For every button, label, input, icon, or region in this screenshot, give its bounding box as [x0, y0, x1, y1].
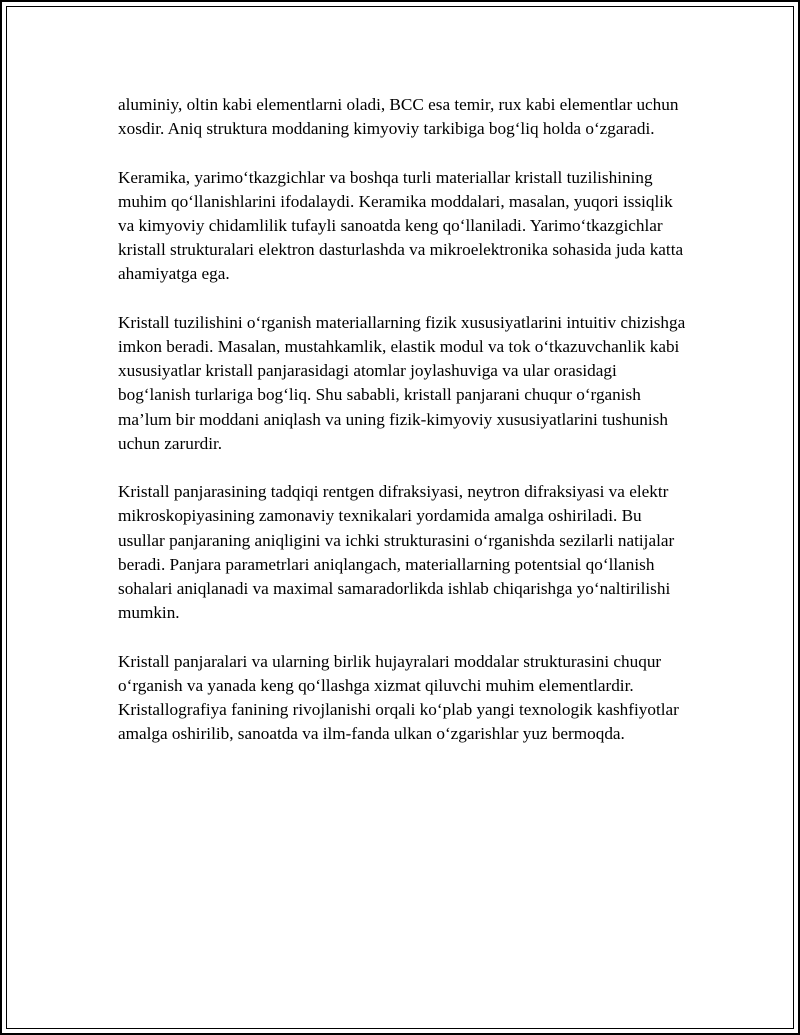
- paragraph-3: Kristall tuzilishini o‘rganish materiallarning fizik xususiyatlarini intuitiv chizishga imkon beradi. Masalan, mustahkamlik, elastik modul va tok o‘tkazuvchanlik kabi xususiyatlar kristall panjarasidagi atomlar joylashuviga va ular orasidagi bog‘lanish turlariga bog‘liq. Shu sababli, kristall panjarani chuqur o‘rganish ma’lum bir moddani aniqlash va uning fizik-kimyoviy xususiyatlarini tushunish uchun zarurdir.: [118, 312, 686, 453]
- paragraph-5: Kristall panjaralari va ularning birlik hujayralari moddalar strukturasini chuqur o‘rganish va yanada keng qo‘llashga xizmat qiluvchi muhim elementlardir. Kristallografiya fanining rivojlanishi orqali ko‘plab yangi texnologik kashfiyotlar amalga oshirilib, sanoatda va ilm-fanda ulkan o‘zgarishlar yuz bermoqda.: [118, 651, 679, 744]
- paragraph-1: aluminiy, oltin kabi elementlarni oladi, BCC esa temir, rux kabi elementlar uchun xosdir. Aniq struktura moddaning kimyoviy tarkibiga bog‘liq holda o‘zgaradi.: [118, 95, 679, 139]
- document-body: [118, 93, 690, 771]
- paragraph-4: Kristall panjarasining tadqiqi rentgen difraksiyasi, neytron difraksiyasi va elektr mikroskopiyasining zamonaviy texnikalari yordamida amalga oshiriladi. Bu usullar panjaraning aniqligini va ichki strukturasini o‘rganishda sezilarli natijalar beradi. Panjara parametrlari aniqlangach, materiallarning potentsial qo‘llanish sohalari aniqlanadi va maximal samaradorlikda ishlab chiqarishga yo‘naltirilishi mumkin.: [118, 482, 675, 623]
- paragraph-2: Keramika, yarimo‘tkazgichlar va boshqa turli materiallar kristall tuzilishining muhim qo‘llanishlarini ifodalaydi. Keramika moddalari, masalan, yuqori issiqlik va kimyoviy chidamlilik tufayli sanoatda keng qo‘llaniladi. Yarimo‘tkazgichlar kristall strukturalari elektron dasturlashda va mikroelektronika sohasida juda katta ahamiyatga ega.: [118, 167, 684, 284]
